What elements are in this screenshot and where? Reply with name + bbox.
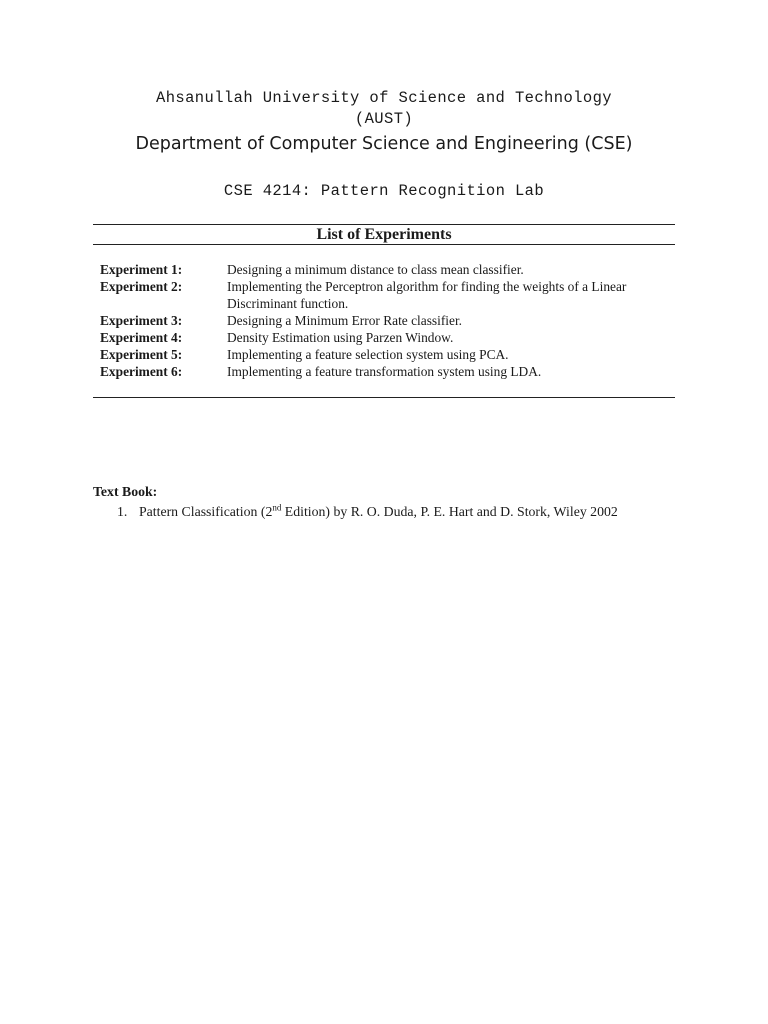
experiment-row-5 [100,346,670,363]
experiment-row-2 [100,278,670,312]
experiments-title: List of Experiments [316,226,452,243]
citation-title-start: Pattern Classification (2 [139,504,273,519]
title-underline-rule [93,244,675,245]
textbook-citation [139,502,659,521]
experiment-row-4 [100,329,670,346]
experiment-label: Experiment 2: [100,279,183,294]
edition-superscript: nd [272,502,282,513]
course-title: CSE 4214: Pattern Recognition Lab [223,182,545,200]
textbook-item [117,502,677,521]
experiment-description: Implementing a feature selection system using PCA. [227,347,509,362]
experiment-list [100,261,670,380]
experiment-row-6 [100,363,670,380]
textbook-heading: Text Book: [93,484,158,499]
experiment-description: Designing a minimum distance to class mean classifier. [227,262,524,277]
experiment-row-1 [100,261,670,278]
experiment-label: Experiment 1: [100,262,183,277]
department-name: Department of Computer Science and Engineering (CSE) [135,134,633,154]
experiment-description: Density Estimation using Parzen Window. [227,330,454,345]
experiment-label: Experiment 4: [100,330,183,345]
university-name: Ahsanullah University of Science and Technology [156,89,612,107]
experiment-label: Experiment 5: [100,347,183,362]
university-abbreviation: (AUST) [354,110,414,128]
experiment-label: Experiment 6: [100,364,183,379]
bottom-rule [93,397,675,398]
experiment-description: Implementing a feature transformation system using LDA. [227,364,542,379]
experiment-label: Experiment 3: [100,313,183,328]
list-number: 1. [117,504,128,519]
experiment-description: Designing a Minimum Error Rate classifier. [227,313,463,328]
experiment-row-3 [100,312,670,329]
experiment-description: Implementing the Perceptron algorithm for finding the weights of a Linear Discriminant function. [227,279,627,311]
citation-title-end: Edition) by R. O. Duda, P. E. Hart and D. Stork, Wiley 2002 [281,504,618,519]
